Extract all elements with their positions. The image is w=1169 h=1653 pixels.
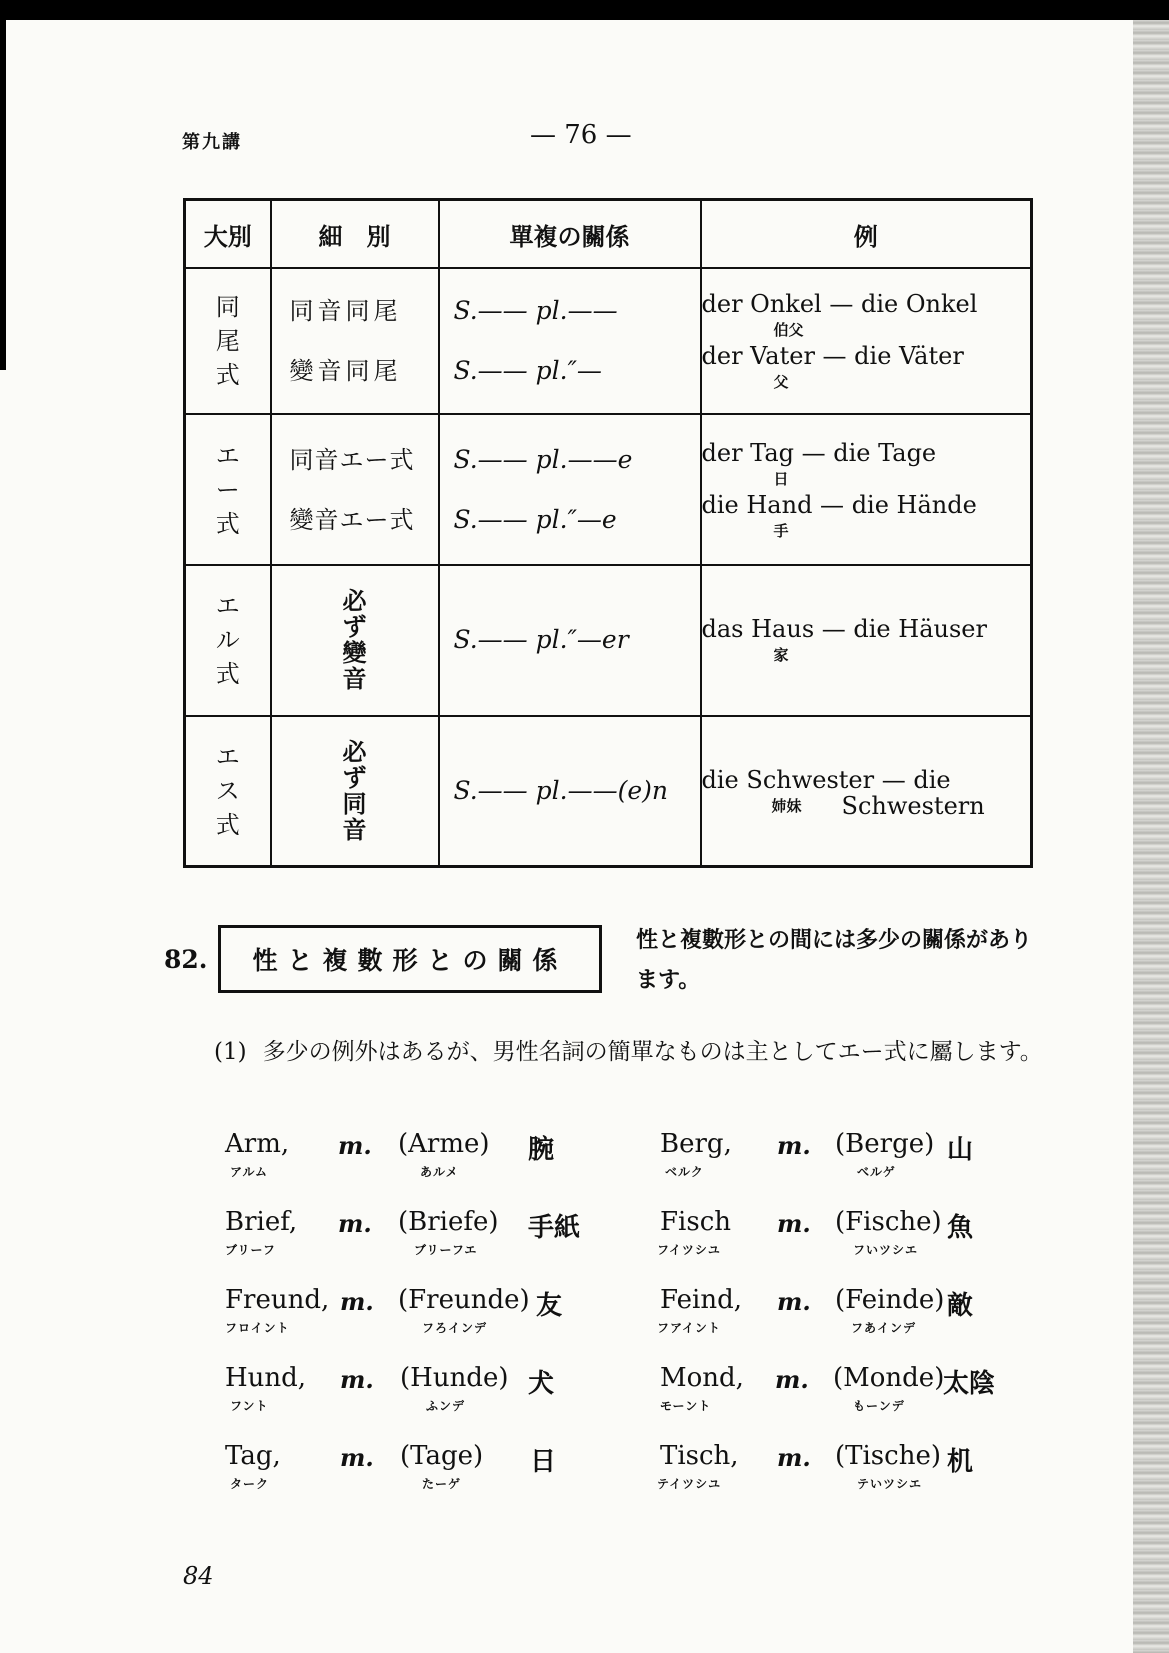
noun-reading: テイツシユ: [657, 1477, 722, 1491]
vocab-entry: [200, 1203, 610, 1281]
plural-form: (Briefe): [398, 1207, 499, 1237]
gender-marker: m.: [340, 1443, 374, 1472]
relation-cell: S.—— pl.——(e)n: [439, 716, 701, 867]
plural-reading: たーゲ: [422, 1477, 462, 1491]
vocab-row: [200, 1125, 1020, 1203]
vocab-entry: [635, 1437, 1045, 1515]
plural-form: (Tische): [835, 1441, 941, 1471]
category-cell: 同 尾 式: [185, 268, 271, 414]
noun-word: Arm,: [225, 1129, 290, 1159]
table-header-row: [185, 200, 1032, 269]
plural-form: (Feinde): [835, 1285, 945, 1315]
noun-word: Fisch: [660, 1207, 732, 1237]
noun-word: Feind,: [660, 1285, 742, 1315]
explanation-paragraph: [180, 1030, 1050, 1074]
noun-reading: フイツシユ: [657, 1243, 721, 1257]
relation-cell: S.—— pl.″—er: [439, 565, 701, 716]
noun-word: Tisch,: [660, 1441, 739, 1471]
example-cell: der Tag — die Tage 日 die Hand — die Hände 手: [701, 414, 1032, 565]
table-row: [185, 565, 1032, 716]
vocab-entry: [200, 1125, 610, 1203]
plural-form: (Monde): [833, 1363, 945, 1393]
subcategory-cell: 同音同尾 變音同尾: [271, 268, 439, 414]
vocab-entry: [635, 1281, 1045, 1359]
noun-reading: ターク: [230, 1477, 270, 1491]
meaning: 犬: [528, 1369, 555, 1399]
relation-cell: S.—— pl.—— S.—— pl.″—: [439, 268, 701, 414]
category-cell: エ ス 式: [185, 716, 271, 867]
gender-marker: m.: [338, 1131, 372, 1160]
subcategory-cell: 同音エー式 變音エー式: [271, 414, 439, 565]
plural-reading: あルメ: [420, 1165, 459, 1179]
example-cell: das Haus — die Häuser 家: [701, 565, 1032, 716]
meaning: 魚: [947, 1213, 974, 1243]
plural-form: (Fische): [835, 1207, 942, 1237]
table-row: [185, 268, 1032, 414]
meaning: 敵: [947, 1291, 974, 1321]
plural-form: (Freunde): [398, 1285, 530, 1315]
vocab-entry: [635, 1359, 1045, 1437]
vocab-entry: [200, 1437, 610, 1515]
plural-reading: フろインデ: [422, 1321, 488, 1335]
noun-reading: ベルク: [665, 1165, 704, 1179]
plural-form: (Hunde): [400, 1363, 509, 1393]
example-cell: der Onkel — die Onkel 伯父 der Vater — die Väter 父: [701, 268, 1032, 414]
plural-reading: もーンデ: [853, 1399, 905, 1413]
meaning: 机: [947, 1447, 974, 1477]
gender-marker: m.: [777, 1131, 811, 1160]
plural-form: (Arme): [398, 1129, 490, 1159]
noun-word: Mond,: [660, 1363, 744, 1393]
gender-marker: m.: [340, 1365, 374, 1394]
gender-marker: m.: [777, 1287, 811, 1316]
vocab-entry: [200, 1281, 610, 1359]
meaning: 太陰: [943, 1369, 996, 1399]
vocab-row: [200, 1281, 1020, 1359]
noun-reading: フアイント: [657, 1321, 721, 1335]
gender-marker: m.: [340, 1287, 374, 1316]
vocab-entry: [635, 1125, 1045, 1203]
vocab-entry: [200, 1359, 610, 1437]
plural-reading: テいツシエ: [857, 1477, 923, 1491]
noun-word: Berg,: [660, 1129, 732, 1159]
category-cell: エ ル 式: [185, 565, 271, 716]
vocab-row: [200, 1437, 1020, 1515]
header-subcategory: 細 別: [271, 200, 439, 269]
noun-reading: アルム: [230, 1165, 269, 1179]
noun-word: Freund,: [225, 1285, 330, 1315]
noun-reading: フロイント: [225, 1321, 290, 1335]
vocab-entry: [635, 1203, 1045, 1281]
table-row: [185, 716, 1032, 867]
category-cell: エ ー 式: [185, 414, 271, 565]
vocabulary-list: [200, 1125, 1020, 1515]
plural-form: (Tage): [400, 1441, 484, 1471]
header-category: 大別: [185, 200, 271, 269]
scan-top-border: [0, 0, 1169, 20]
page-edge: [1133, 20, 1169, 1653]
plural-reading: べルゲ: [857, 1165, 896, 1179]
gender-marker: m.: [338, 1209, 372, 1238]
gender-marker: m.: [777, 1209, 811, 1238]
noun-word: Brief,: [225, 1207, 298, 1237]
section-note: 性と複數形との間には多少の關係があります。: [636, 927, 1033, 993]
plural-reading: フあインデ: [851, 1321, 917, 1335]
section-title-box: 性と複數形との關係: [218, 925, 602, 993]
subcategory-cell: 必 ず 同 音: [271, 716, 439, 867]
gender-marker: m.: [775, 1365, 809, 1394]
noun-word: Tag,: [225, 1441, 281, 1471]
relation-cell: S.—— pl.——e S.—— pl.″—e: [439, 414, 701, 565]
noun-word: Hund,: [225, 1363, 307, 1393]
vocab-row: [200, 1203, 1020, 1281]
gender-marker: m.: [777, 1443, 811, 1472]
paragraph-text: 多少の例外はあるが、男性名詞の簡單なものは主としてエー式に屬します。: [262, 1039, 1043, 1065]
header-relation: 單複の關係: [439, 200, 701, 269]
meaning: 手紙: [528, 1213, 581, 1243]
scan-left-border: [0, 20, 6, 370]
noun-reading: フント: [230, 1399, 269, 1413]
paragraph-number: (1): [214, 1039, 247, 1065]
plural-form: (Berge): [835, 1129, 935, 1159]
noun-reading: モーント: [660, 1399, 712, 1413]
section-number: 82.: [164, 945, 208, 974]
plural-rules-table: [183, 198, 1033, 868]
plural-reading: フいツシエ: [853, 1243, 919, 1257]
meaning: 友: [536, 1291, 563, 1321]
table-row: [185, 414, 1032, 565]
noun-reading: ブリーフ: [225, 1243, 276, 1257]
header-example: 例: [701, 200, 1032, 269]
plural-reading: ブリーフエ: [414, 1243, 478, 1257]
page-marker: — 76 —: [530, 120, 632, 150]
example-cell: die Schwester — die 姉妹 Schwestern: [701, 716, 1032, 867]
meaning: 日: [530, 1447, 557, 1477]
vocab-row: [200, 1359, 1020, 1437]
chapter-heading: 第九講: [182, 132, 242, 153]
page-number: 84: [183, 1562, 214, 1590]
plural-reading: ふンデ: [426, 1399, 466, 1413]
subcategory-cell: 必 ず 變 音: [271, 565, 439, 716]
meaning: 山: [947, 1135, 974, 1165]
meaning: 腕: [528, 1135, 555, 1165]
